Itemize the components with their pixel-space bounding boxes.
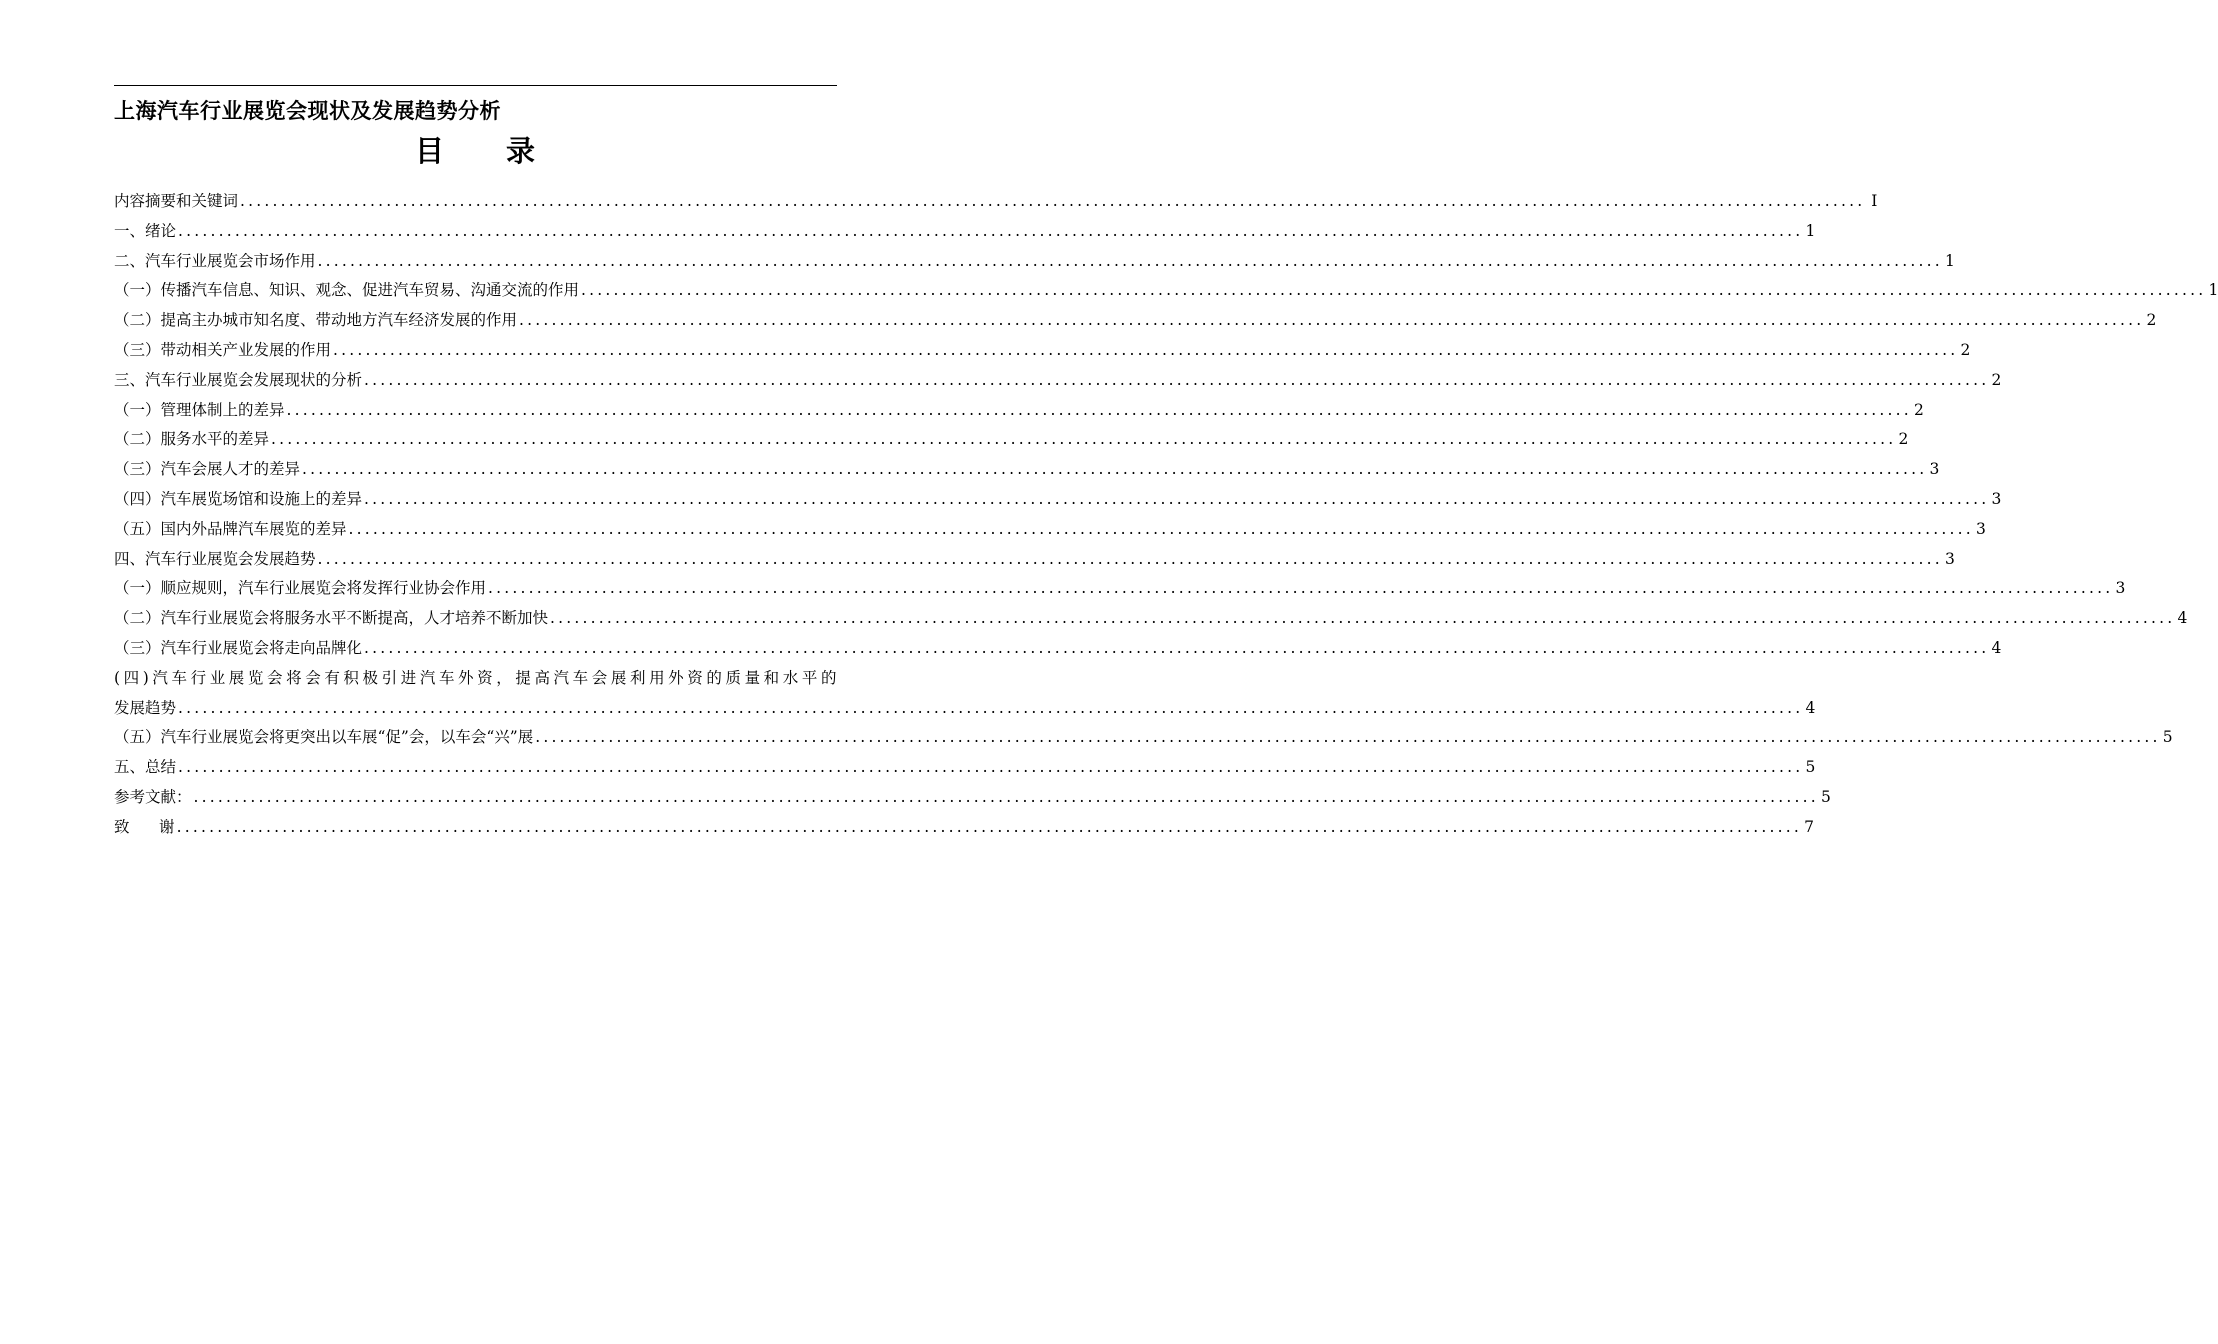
toc-entry-label: （一）传播汽车信息、知识、观念、促进汽车贸易、沟通交流的作用 — [114, 281, 580, 300]
toc-entry-page: 3 — [1991, 489, 2002, 508]
toc-entry[interactable] — [114, 336, 1971, 366]
toc-entry-page: 2 — [1898, 430, 1909, 449]
toc-entry-label: 一、绪论 — [114, 221, 177, 240]
toc-entry-page: 1 — [1805, 221, 1816, 240]
toc-entry-page: 3 — [1976, 519, 1986, 538]
toc-entry-page: 4 — [1991, 638, 2002, 657]
table-of-contents — [114, 187, 2218, 843]
toc-leader-dots: ........................................................................................................................................................................................................ — [535, 728, 2161, 747]
toc-entry-page: 4 — [2177, 609, 2188, 628]
toc-entry[interactable] — [114, 366, 2002, 396]
toc-leader-dots: ........................................................................................................................................................................................................ — [286, 400, 1912, 419]
header-rule — [114, 85, 837, 86]
toc-entry-page: 7 — [1804, 817, 1814, 836]
toc-entry[interactable] — [114, 425, 1909, 455]
toc-leader-dots: ........................................................................................................................................................................................................ — [240, 192, 1866, 210]
toc-entry-label: （一）顺应规则，汽车行业展览会将发挥行业协会作用 — [114, 579, 487, 598]
toc-entry-page: 5 — [1821, 787, 1831, 806]
toc-entry-page: 5 — [1805, 758, 1816, 777]
toc-entry-label: 五、总结 — [114, 758, 177, 777]
toc-entries-after — [114, 723, 2173, 842]
toc-entry[interactable] — [114, 485, 2002, 515]
toc-entry-wrapped[interactable] — [114, 664, 1816, 724]
toc-leader-dots: ........................................................................................................................................................................................................ — [348, 519, 1974, 538]
toc-entry-label: （四）汽车展览场馆和设施上的差异 — [114, 489, 363, 508]
toc-leader-dots: ........................................................................................................................................................................................................ — [178, 698, 1804, 717]
toc-entries — [114, 187, 2218, 664]
toc-entry[interactable] — [114, 306, 2157, 336]
document-title: 上海汽车行业展览会现状及发展趋势分析 — [114, 98, 501, 123]
toc-leader-dots: ........................................................................................................................................................................................................ — [302, 460, 1928, 479]
toc-entry[interactable] — [114, 187, 1878, 217]
toc-entry[interactable] — [114, 813, 1814, 843]
toc-entry-page: 5 — [2162, 728, 2173, 747]
toc-entry[interactable] — [114, 604, 2188, 634]
toc-entry-page: 2 — [2146, 311, 2157, 330]
toc-entry[interactable] — [114, 455, 1940, 485]
toc-leader-dots: ........................................................................................................................................................................................................ — [193, 787, 1819, 806]
toc-entry-label: （二）提高主办城市知名度、带动地方汽车经济发展的作用 — [114, 311, 518, 330]
toc-leader-dots: ........................................................................................................................................................................................................ — [178, 758, 1804, 777]
toc-entry-page: 3 — [2115, 579, 2126, 598]
toc-entry-label: 参考文献： — [114, 787, 192, 806]
toc-entry-label: 致 谢 — [114, 817, 175, 836]
toc-entry-label: （三）带动相关产业发展的作用 — [114, 340, 332, 359]
toc-entry-label-line2: 发展趋势 — [114, 698, 177, 717]
toc-entry-label: （三）汽车行业展览会将走向品牌化 — [114, 638, 363, 657]
toc-entry-label: 三、汽车行业展览会发展现状的分析 — [114, 370, 363, 389]
toc-leader-dots: ........................................................................................................................................................................................................ — [333, 340, 1959, 359]
toc-entry[interactable] — [114, 276, 2218, 306]
toc-entry[interactable] — [114, 217, 1816, 247]
toc-entry[interactable] — [114, 396, 1924, 426]
toc-entry-page: 1 — [1945, 251, 1955, 270]
toc-leader-dots: ........................................................................................................................................................................................................ — [317, 549, 1943, 568]
toc-entry-page: 3 — [1945, 549, 1955, 568]
toc-leader-dots: ........................................................................................................................................................................................................ — [364, 370, 1990, 389]
toc-entry-page: 2 — [1960, 340, 1971, 359]
toc-leader-dots: ........................................................................................................................................................................................................ — [364, 489, 1990, 508]
toc-leader-dots: ........................................................................................................................................................................................................ — [581, 281, 2207, 300]
toc-entry-page: 1 — [2208, 281, 2218, 300]
toc-entry-page: 2 — [1914, 400, 1924, 419]
toc-entry-label: 二、汽车行业展览会市场作用 — [114, 251, 316, 270]
toc-leader-dots: ........................................................................................................................................................................................................ — [550, 609, 2176, 628]
toc-leader-dots: ........................................................................................................................................................................................................ — [519, 311, 2145, 330]
toc-entry[interactable] — [114, 515, 1986, 545]
toc-entry[interactable] — [114, 247, 1955, 277]
toc-entry-label: （五）汽车行业展览会将更突出以车展“促”会，以车会“兴”展 — [114, 728, 534, 747]
toc-entry-page: 4 — [1805, 698, 1816, 717]
toc-leader-dots: ........................................................................................................................................................................................................ — [488, 579, 2114, 598]
toc-entry-page: 2 — [1991, 370, 2002, 389]
toc-entry[interactable] — [114, 574, 2126, 604]
toc-entry-label: （三）汽车会展人才的差异 — [114, 460, 301, 479]
toc-leader-dots: ........................................................................................................................................................................................................ — [176, 817, 1802, 836]
toc-entry-label: 内容摘要和关键词 — [114, 192, 239, 210]
toc-heading: 目录 — [414, 134, 597, 168]
toc-entry-page: I — [1871, 192, 1878, 210]
toc-entry-page: 3 — [1929, 460, 1940, 479]
toc-leader-dots: ........................................................................................................................................................................................................ — [317, 251, 1943, 270]
toc-leader-dots: ........................................................................................................................................................................................................ — [178, 221, 1804, 240]
toc-entry-label: （五）国内外品牌汽车展览的差异 — [114, 519, 347, 538]
toc-entry[interactable] — [114, 753, 1816, 783]
toc-leader-dots: ........................................................................................................................................................................................................ — [364, 638, 1990, 657]
toc-entry-label: （二）汽车行业展览会将服务水平不断提高，人才培养不断加快 — [114, 609, 549, 628]
toc-entry-label: 四、汽车行业展览会发展趋势 — [114, 549, 316, 568]
toc-entry[interactable] — [114, 723, 2173, 753]
toc-entry-label: （二）服务水平的差异 — [114, 430, 270, 449]
toc-leader-dots: ........................................................................................................................................................................................................ — [271, 430, 1897, 449]
toc-entry[interactable] — [114, 783, 1831, 813]
toc-entry-label: （一）管理体制上的差异 — [114, 400, 285, 419]
toc-entry[interactable] — [114, 545, 1955, 575]
toc-entry-label-line1: (四)汽车行业展览会将会有积极引进汽车外资，提高汽车会展利用外资的质量和水平的 — [114, 668, 837, 687]
toc-entry[interactable] — [114, 634, 2002, 664]
